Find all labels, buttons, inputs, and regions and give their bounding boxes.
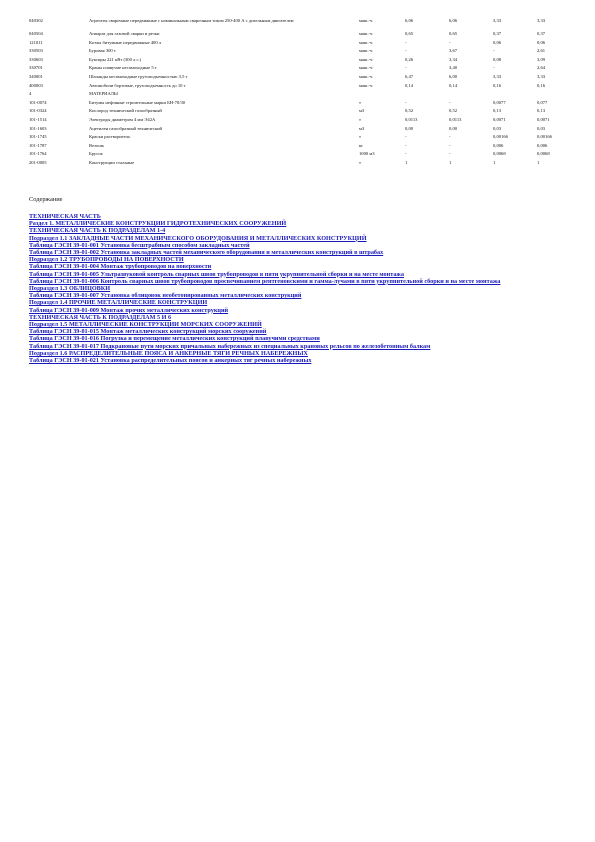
resource-value: 1 <box>493 159 496 165</box>
resource-unit: кг <box>359 142 364 148</box>
toc-link[interactable]: Таблица ГЭСН 39-01-004 Монтаж трубопроводов на поверхности <box>29 263 212 271</box>
resource-value: 6,06 <box>405 18 414 23</box>
resource-name: Автомобили бортовые, грузоподъемность до 10 т <box>89 82 186 88</box>
resource-value: 0,0068 <box>493 151 506 157</box>
resource-value: 0,65 <box>405 31 414 36</box>
resource-code: 4 <box>29 91 32 97</box>
resource-value: 6,06 <box>449 18 458 23</box>
toc-link[interactable]: Таблица ГЭСН 39-01-005 Ультразвуковой контроль сварных швов трубопроводов в пяти укрупнительной сборки и на месте монтажа <box>29 270 405 278</box>
resource-value: 3,33 <box>537 18 546 23</box>
resource-value: - <box>405 142 407 148</box>
resource-name: МАТЕРИАЛЫ <box>89 91 118 97</box>
resource-name: Буровая 300 т <box>89 48 116 54</box>
resource-value: 0,06 <box>493 39 502 45</box>
resource-value <box>405 91 449 100</box>
resource-value: 0,00166 <box>537 134 552 140</box>
resource-value: 2,64 <box>537 65 546 71</box>
resource-name: Буксиры 221 кВт (300 л.с.) <box>89 56 142 62</box>
resource-unit: маш.-ч <box>359 31 373 36</box>
resource-value: - <box>405 39 407 45</box>
table-row <box>29 40 577 49</box>
resource-unit: т <box>359 116 362 122</box>
resource-name: Краски растворитель <box>89 134 131 140</box>
resource-name: Ветошь <box>89 142 104 148</box>
resource-value: 0,00166 <box>493 134 508 140</box>
resource-value: 3,33 <box>493 73 502 79</box>
resource-name: Ацетилен газообразный технический <box>89 125 163 131</box>
resource-code: 400003 <box>29 82 43 88</box>
resource-value: 0,16 <box>537 82 546 88</box>
table-row <box>29 31 577 40</box>
resource-code: 101-1603 <box>29 125 47 131</box>
resource-value: 6,00 <box>449 73 458 79</box>
resource-value: 3,67 <box>449 48 458 54</box>
resource-name: Битумы нефтяные строительные марки БН-70/30 <box>89 99 186 105</box>
resource-value <box>449 91 493 100</box>
resource-value: 0,06 <box>537 39 546 45</box>
toc-link[interactable]: Таблица ГЭСН 39-01-009 Монтаж прочих металлических конструкций <box>29 306 229 314</box>
table-of-contents <box>29 213 519 364</box>
resource-value: - <box>449 99 451 105</box>
resource-value: - <box>405 134 407 140</box>
resource-value <box>493 91 537 100</box>
resource-value: 6,47 <box>405 73 414 79</box>
resource-name: Котлы битумные передвижные 400 л <box>89 39 162 45</box>
table-row <box>29 18 577 31</box>
resource-unit: м3 <box>359 108 365 114</box>
toc-link[interactable]: Подраздел 1.3 ОБЛИЦОВКИ <box>29 285 111 293</box>
resource-code: 330503 <box>29 48 43 54</box>
resource-unit: маш.-ч <box>359 82 373 88</box>
resource-code: 330701 <box>29 65 43 71</box>
toc-link[interactable]: Подраздел 1.2 ТРУБОПРОВОДЫ НА ПОВЕРХНОСТИ <box>29 256 184 264</box>
resource-value: 0,14 <box>449 82 458 88</box>
resource-code: 040302 <box>29 18 43 23</box>
resource-code: 101-0074 <box>29 99 47 105</box>
resource-value: 0,0113 <box>449 116 462 122</box>
resource-value: 0,65 <box>449 31 458 36</box>
resource-value: 3,09 <box>537 56 546 62</box>
resource-unit: т <box>359 134 362 140</box>
toc-link[interactable]: Таблица ГЭСН 39-01-001 Установка бесштрабным способом закладных частей <box>29 241 250 249</box>
resource-code: 101-1787 <box>29 142 47 148</box>
resource-code: 101-1764 <box>29 151 47 157</box>
resource-value: - <box>449 134 451 140</box>
resource-code: 101-1745 <box>29 134 47 140</box>
resource-table <box>29 18 577 169</box>
contents-heading: Содержание <box>29 196 63 203</box>
resource-value: 0,006 <box>537 142 548 148</box>
resource-unit: т <box>359 99 362 105</box>
resource-value: - <box>405 99 407 105</box>
resource-name: Электроды диаметром 4 мм Э42А <box>89 116 156 122</box>
resource-value: - <box>493 48 495 54</box>
resource-value: 0,13 <box>493 108 502 114</box>
resource-name: Краны плавучие несамоходные 5 т <box>89 65 157 71</box>
resource-value: 1 <box>405 159 408 165</box>
toc-link[interactable]: Подраздел 1.6 РАСПРЕДЕЛИТЕЛЬНЫЕ ПОЯСА И АНКЕРНЫЕ ТЯГИ РЕЧНЫХ НАБЕРЕЖНЫХ <box>29 349 308 357</box>
resource-value: - <box>405 65 407 71</box>
resource-value: 0,52 <box>405 108 414 114</box>
resource-value: 3,33 <box>537 73 546 79</box>
resource-value: 0,00 <box>405 125 414 131</box>
resource-value: 0,37 <box>537 31 546 36</box>
resource-value: - <box>449 39 451 45</box>
toc-link[interactable]: Таблица ГЭСН 39-01-015 Монтаж металлических конструкций морских сооружений <box>29 328 267 336</box>
resource-code: 340001 <box>29 73 43 79</box>
table-row <box>29 65 577 74</box>
resource-value: 3,33 <box>493 18 502 23</box>
table-row <box>29 117 577 126</box>
resource-value: 0,0068 <box>537 151 550 157</box>
resource-value: - <box>449 142 451 148</box>
resource-unit: маш.-ч <box>359 39 373 45</box>
toc-link[interactable]: Таблица ГЭСН 39-01-017 Подкрановые пути морских причальных набережных из специальных крановых рельсов по железобетонным балкам <box>29 342 431 350</box>
resource-code: 040504 <box>29 31 43 36</box>
toc-link[interactable]: Таблица ГЭСН 39-01-016 Погрузка и перемещение металлических конструкций плавучими средствами <box>29 335 320 343</box>
table-row <box>29 74 577 83</box>
resource-value: 0,08 <box>493 56 502 62</box>
table-row <box>29 160 577 169</box>
resource-value: 3,34 <box>449 56 458 62</box>
table-row <box>29 143 577 152</box>
resource-value: - <box>405 48 407 54</box>
resource-value: 0,37 <box>493 31 502 36</box>
resource-value: 0,13 <box>537 108 546 114</box>
resource-value: 0,0077 <box>493 99 506 105</box>
resource-unit: т <box>359 159 362 165</box>
toc-link[interactable]: ТЕХНИЧЕСКАЯ ЧАСТЬ К ПОДРАЗДЕЛАМ 1-4 <box>29 227 166 235</box>
resource-value: 0,03 <box>537 125 546 131</box>
resource-unit: маш.-ч <box>359 18 373 23</box>
resource-unit: маш.-ч <box>359 65 373 71</box>
toc-link[interactable]: ТЕХНИЧЕСКАЯ ЧАСТЬ <box>29 213 101 220</box>
resource-value: 1 <box>449 159 452 165</box>
toc-link[interactable]: Раздел 1. МЕТАЛЛИЧЕСКИЕ КОНСТРУКЦИИ ГИДРОТЕХНИЧЕСКИХ СООРУЖЕНИЙ <box>29 220 287 228</box>
toc-link[interactable]: ТЕХНИЧЕСКАЯ ЧАСТЬ К ПОДРАЗДЕЛАМ 5 И 6 <box>29 313 172 321</box>
table-row <box>29 48 577 57</box>
resource-unit: маш.-ч <box>359 73 373 79</box>
toc-link[interactable]: Таблица ГЭСН 39-01-002 Установка закладных частей механического оборудования и металлических конструкций в штрабах <box>29 249 384 257</box>
resource-value: 0,0071 <box>537 116 550 122</box>
resource-unit: м3 <box>359 125 365 131</box>
toc-link[interactable]: Таблица ГЭСН 39-01-006 Контроль сварных швов трубопроводов просвечиванием рентгеновскими и гамма-лучами в пяти укрупнительной сборки и на месте монтажа <box>29 277 501 285</box>
toc-link[interactable]: Подраздел 1.5 МЕТАЛЛИЧЕСКИЕ КОНСТРУКЦИИ МОРСКИХ СООРУЖЕНИЙ <box>29 321 262 329</box>
resource-value: - <box>405 151 407 157</box>
resource-value: 0,26 <box>405 56 414 62</box>
resource-name: Брусок <box>89 151 103 157</box>
resource-value: 0,077 <box>537 99 548 105</box>
table-row <box>29 126 577 135</box>
resource-value: 0,52 <box>449 108 458 114</box>
resource-value: 0,00 <box>449 125 458 131</box>
resource-code: 121011 <box>29 39 43 45</box>
resource-code: 330603 <box>29 56 43 62</box>
resource-name: Конструкции стальные <box>89 159 135 165</box>
table-row <box>29 151 577 160</box>
resource-name: Аппарат для газовой сварки и резки <box>89 31 160 36</box>
resource-unit: маш.-ч <box>359 48 373 54</box>
resource-value: 3,40 <box>449 65 458 71</box>
table-row <box>29 91 577 100</box>
resource-unit <box>359 91 405 100</box>
resource-name: Шаланды несамоходные грузоподъемностью 3,5 т <box>89 73 188 79</box>
resource-value: 0,16 <box>493 82 502 88</box>
toc-link[interactable]: Подраздел 1.4 ПРОЧИЕ МЕТАЛЛИЧЕСКИЕ КОНСТРУКЦИИ <box>29 299 208 307</box>
toc-link[interactable]: Подраздел 1.1 ЗАКЛАДНЫЕ ЧАСТИ МЕХАНИЧЕСКОГО ОБОРУДОВАНИЯ И МЕТАЛЛИЧЕСКИХ КОНСТРУКЦИЙ <box>29 234 367 242</box>
resource-value: 0,03 <box>493 125 502 131</box>
table-row <box>29 108 577 117</box>
resource-value: 0,006 <box>493 142 504 148</box>
resource-value: 0,0071 <box>493 116 506 122</box>
resource-value: - <box>449 151 451 157</box>
resource-code: 201-0005 <box>29 159 47 165</box>
table-row <box>29 57 577 66</box>
table-row <box>29 83 577 92</box>
table-row <box>29 134 577 143</box>
toc-link[interactable]: Таблица ГЭСН 39-01-021 Установка распределительных поясов и анкерных тяг речных набережных <box>29 357 312 365</box>
resource-value: - <box>493 65 495 71</box>
toc-link[interactable]: Таблица ГЭСН 39-01-007 Установка облицовок необетонированных металлических конструкций <box>29 292 302 300</box>
resource-code: 101-0324 <box>29 108 47 114</box>
resource-value: 0,0113 <box>405 116 418 122</box>
resource-unit: маш.-ч <box>359 56 373 62</box>
resource-name: Кислород технический газообразный <box>89 108 162 114</box>
resource-code: 101-1514 <box>29 116 47 122</box>
resource-unit: 1000 м3 <box>359 151 375 157</box>
resource-value: 1 <box>537 159 540 165</box>
resource-value: 0,14 <box>405 82 414 88</box>
table-row <box>29 100 577 109</box>
resource-name: Агрегаты сварочные передвижные с номинальным сварочным током 250-400 А с дизельным двигателем <box>89 18 294 23</box>
resource-value: 2,61 <box>537 48 546 54</box>
resource-value <box>537 91 577 100</box>
